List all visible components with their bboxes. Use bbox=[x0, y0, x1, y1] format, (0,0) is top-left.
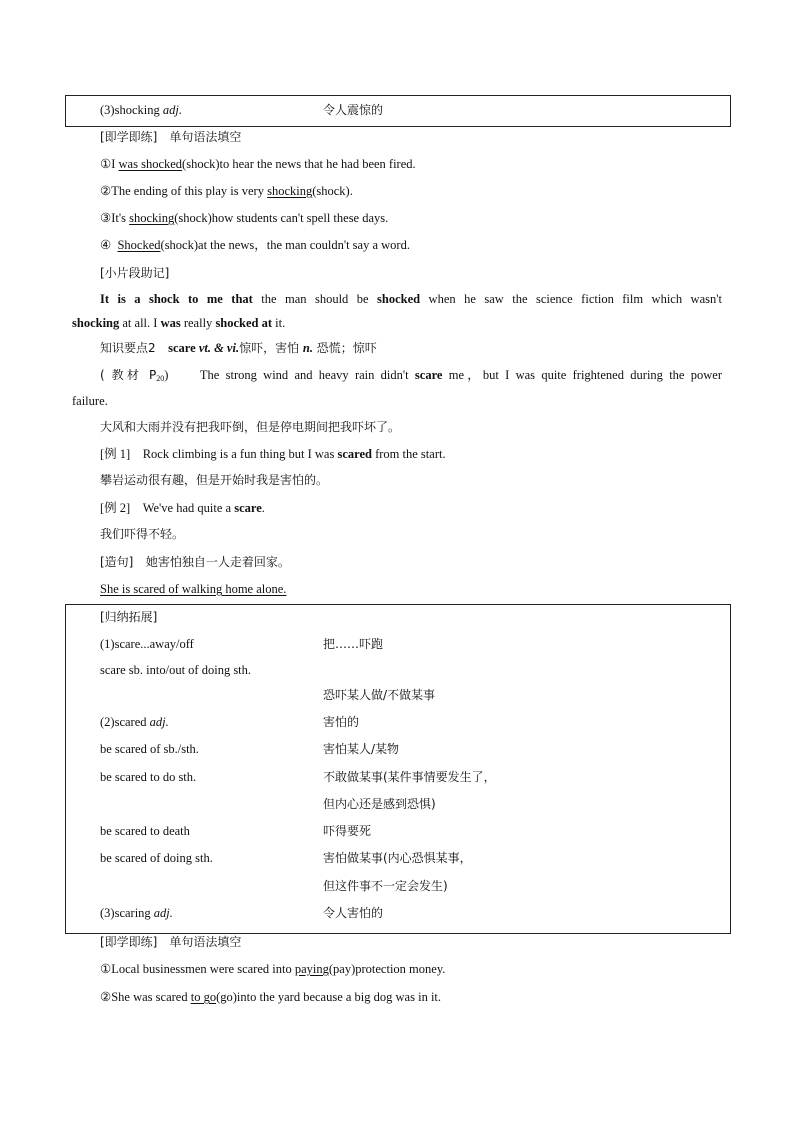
source-label: ) bbox=[164, 368, 169, 382]
item-text: The ending of this play is very bbox=[111, 184, 268, 198]
box-row-meaning: 吓得要死 bbox=[323, 824, 372, 838]
meaning: 令人震惊的 bbox=[323, 103, 384, 117]
sentence: Rock climbing is a fun thing but I was bbox=[142, 447, 338, 461]
bold-word: scare bbox=[234, 501, 262, 515]
item-text: (shock)at the news，the man couldn't say a word. bbox=[160, 238, 410, 252]
part-of-speech: adj. bbox=[149, 715, 169, 729]
item-number: ④ bbox=[100, 238, 112, 252]
sentence: . bbox=[261, 501, 265, 515]
make-sentence bbox=[100, 553, 290, 571]
item-text: It's bbox=[111, 211, 130, 225]
box-row-meaning: 但内心还是感到恐惧) bbox=[323, 797, 436, 811]
memory-header: [小片段助记] bbox=[100, 266, 170, 280]
bold-word: scare bbox=[414, 368, 443, 382]
example-tag: [例 1] bbox=[100, 447, 131, 461]
knowledge-point-heading bbox=[100, 339, 377, 357]
sentence: me，but I was quite frightened during the power bbox=[442, 368, 723, 382]
term-text: (3)shocking bbox=[100, 103, 163, 117]
box-row bbox=[100, 635, 194, 653]
item-text: (shock)how students can't spell these days. bbox=[174, 211, 389, 225]
bold-phrase: shocked at bbox=[215, 316, 273, 330]
item-text: Local businessmen were scared into bbox=[111, 962, 295, 976]
make-sentence-answer: She is scared of walking home alone. bbox=[100, 582, 287, 596]
part-of-speech: adj. bbox=[153, 906, 173, 920]
item-number: ① bbox=[100, 157, 112, 171]
meaning: 惊吓，害怕 bbox=[239, 341, 303, 355]
source-label: ( 教材 P bbox=[100, 368, 157, 382]
term bbox=[100, 101, 182, 119]
summary-box-1 bbox=[65, 95, 731, 127]
box-row bbox=[100, 661, 251, 679]
box-row bbox=[100, 822, 190, 840]
part-of-speech: vt. & vi. bbox=[198, 341, 240, 355]
point-label: 知识要点2 bbox=[100, 341, 156, 355]
box-row-meaning: 把……吓跑 bbox=[323, 637, 384, 651]
practice-item bbox=[100, 209, 388, 227]
bold-phrase: shocking bbox=[72, 316, 120, 330]
answer-blank: Shocked bbox=[117, 238, 161, 252]
box-row-meaning: 害怕某人/某物 bbox=[323, 742, 400, 756]
answer-blank: to go bbox=[190, 990, 217, 1004]
practice-item bbox=[100, 988, 441, 1006]
text: really bbox=[180, 316, 216, 330]
practice-item bbox=[100, 182, 353, 200]
bold-phrase: It is a shock to me that bbox=[100, 292, 253, 306]
box-row bbox=[100, 849, 213, 867]
item-text: I bbox=[111, 157, 119, 171]
item-number: ① bbox=[100, 962, 112, 976]
example-tag: [例 2] bbox=[100, 501, 131, 515]
answer-blank: paying bbox=[294, 962, 329, 976]
item-text: She was scared bbox=[111, 990, 191, 1004]
memory-line-1 bbox=[100, 290, 722, 308]
example-2-translation: 我们吓得不轻。 bbox=[100, 527, 185, 541]
answer-blank: was shocked bbox=[118, 157, 183, 171]
practice-item bbox=[100, 155, 416, 173]
item-number: ③ bbox=[100, 211, 112, 225]
textbook-quote-line-2: failure. bbox=[72, 394, 108, 408]
bold-word: scared bbox=[337, 447, 372, 461]
box-row bbox=[100, 740, 199, 758]
item-number: ② bbox=[100, 990, 112, 1004]
box-header: [归纳拓展] bbox=[100, 610, 158, 624]
text: at all. I bbox=[119, 316, 161, 330]
practice-item bbox=[100, 960, 445, 978]
practice-item bbox=[100, 236, 410, 254]
textbook-quote-line-1 bbox=[100, 366, 722, 388]
term: (1)scare...away/off bbox=[100, 637, 194, 651]
part-of-speech: adj. bbox=[162, 103, 182, 117]
text: the man should be bbox=[252, 292, 378, 306]
item-number: ② bbox=[100, 184, 112, 198]
sentence: The strong wind and heavy rain didn't bbox=[199, 368, 415, 382]
practice-header: [即学即练] 单句语法填空 bbox=[100, 935, 242, 949]
item-text: (shock). bbox=[312, 184, 353, 198]
box-row bbox=[100, 713, 169, 731]
text: it. bbox=[272, 316, 286, 330]
text: when he saw the science fiction film which wasn't bbox=[420, 292, 722, 306]
sentence: from the start. bbox=[371, 447, 446, 461]
term: (2)scared bbox=[100, 715, 150, 729]
sentence: We've had quite a bbox=[142, 501, 235, 515]
term: be scared to do sth. bbox=[100, 770, 197, 784]
example-1-translation: 攀岩运动很有趣，但是开始时我是害怕的。 bbox=[100, 473, 329, 487]
meaning: 恐慌；惊吓 bbox=[312, 341, 377, 355]
answer-blank: shocking bbox=[129, 211, 175, 225]
bold-phrase: was bbox=[160, 316, 181, 330]
part-of-speech: n. bbox=[302, 341, 313, 355]
prompt: 她害怕独自一人走着回家。 bbox=[145, 555, 290, 569]
tag: [造句] bbox=[100, 555, 134, 569]
box-row-meaning: 害怕的 bbox=[323, 715, 360, 729]
box-row-meaning: 恐吓某人做/不做某事 bbox=[323, 688, 436, 702]
example-1 bbox=[100, 445, 446, 463]
memory-line-2 bbox=[72, 314, 285, 332]
item-text: (pay)protection money. bbox=[328, 962, 446, 976]
box-row-meaning: 害怕做某事(内心恐惧某事， bbox=[323, 851, 472, 865]
term: scare sb. into/out of doing sth. bbox=[100, 663, 252, 677]
bold-phrase: shocked bbox=[377, 292, 421, 306]
textbook-translation: 大风和大雨并没有把我吓倒，但是停电期间把我吓坏了。 bbox=[100, 420, 401, 434]
box-row-meaning: 不敢做某事(某件事情要发生了， bbox=[323, 770, 496, 784]
term: be scared to death bbox=[100, 824, 190, 838]
box-row bbox=[100, 904, 173, 922]
box-row bbox=[100, 768, 196, 786]
example-2 bbox=[100, 499, 265, 517]
box-row-meaning: 令人害怕的 bbox=[323, 906, 384, 920]
item-text: (go)into the yard because a big dog was in it. bbox=[216, 990, 442, 1004]
answer-blank: shocking bbox=[267, 184, 313, 198]
summary-box-2 bbox=[65, 604, 731, 934]
term: (3)scaring bbox=[100, 906, 154, 920]
page-number: 20 bbox=[156, 374, 165, 383]
term: be scared of doing sth. bbox=[100, 851, 213, 865]
term: be scared of sb./sth. bbox=[100, 742, 199, 756]
practice-header: [即学即练] 单句语法填空 bbox=[100, 130, 242, 144]
headword: scare bbox=[168, 341, 199, 355]
item-text: (shock)to hear the news that he had been fired. bbox=[182, 157, 416, 171]
box-row-meaning: 但这件事不一定会发生) bbox=[323, 879, 448, 893]
